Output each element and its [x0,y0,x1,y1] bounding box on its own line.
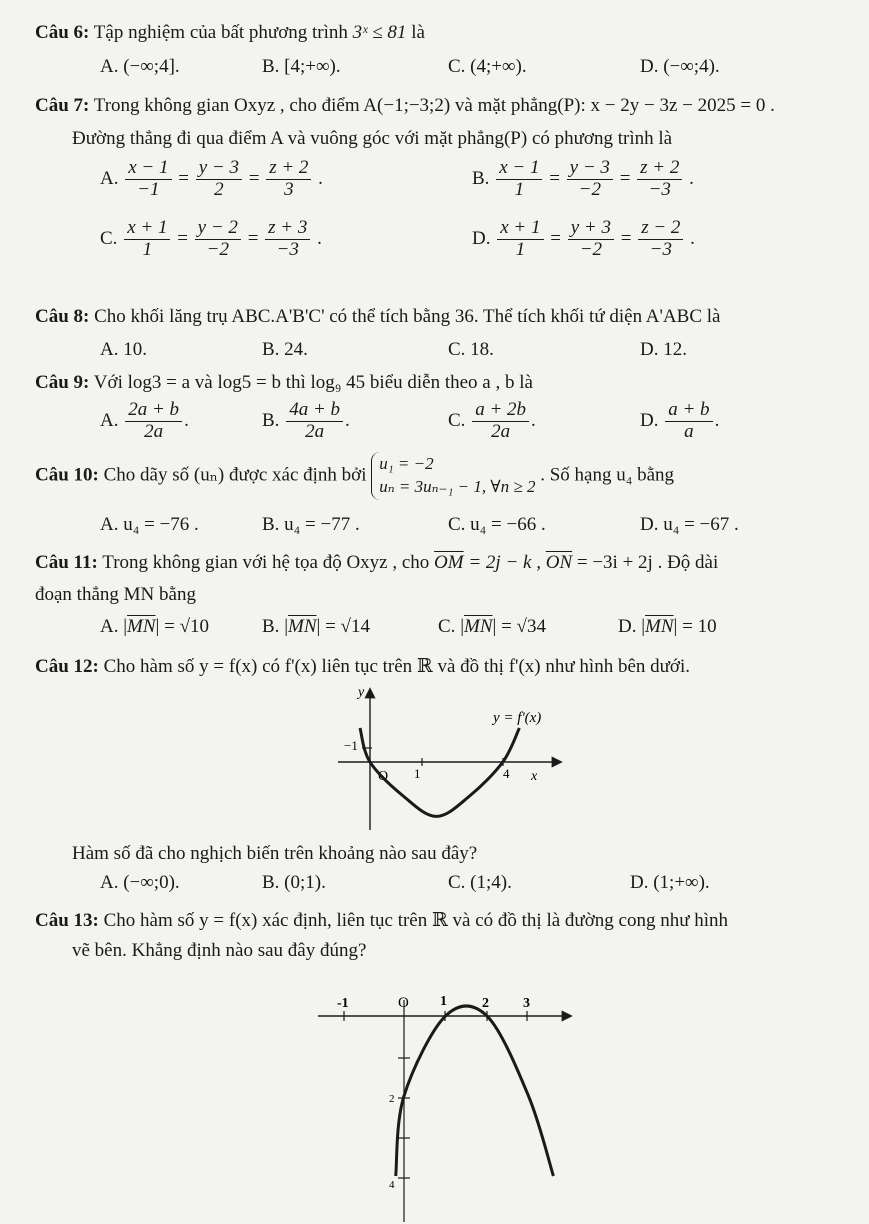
q12-tick-label-minus1: −1 [344,738,358,753]
q11-line1c: = −3i + 2j . Độ dài [576,552,719,573]
q12-option-b[interactable]: B. (0;1). [262,872,326,893]
q6-expr: 3ˣ ≤ 81 [352,22,407,43]
q12-curve-label: y = f'(x) [493,710,542,726]
q9-b-den: 2a [305,420,325,442]
q6-option-c[interactable]: C. (4;+∞). [448,56,527,77]
q6-option-a[interactable]: A. (−∞;4]. [100,56,180,77]
q7-c-n3: z + 3 [265,218,310,240]
q13-tick-label-2: 2 [482,996,489,1011]
q9-text: Với log3 = a và log5 = b thì log₉ 45 biểu diễn theo a , b là [93,372,533,393]
q9-c-num: a + 2b [472,400,529,422]
q10-label: Câu 10: [35,464,99,486]
q13-tick-label-3: 3 [523,996,530,1011]
q11-option-b[interactable]: B. $|\overline{MN}| = √14$ [262,616,370,637]
q10-option-b[interactable]: B. u₄ = −77 . [262,514,360,535]
q9-option-d[interactable]: D. $\frac{a + b}{a}$ . [640,399,720,442]
q9-c-den: 2a [491,420,511,442]
q7-c-d1: 1 [142,238,153,260]
q11-vec-om: $\overline{OM}$ [434,552,464,573]
q9-a-letter: A. [100,409,119,431]
q7-d-d1: 1 [515,238,526,260]
q11-c-vec: $\overline{MN}$ [464,616,493,637]
q9-d-num: a + b [665,400,712,422]
q10-option-a[interactable]: A. u₄ = −76 . [100,514,199,535]
q11-b-val: = √14 [325,616,370,637]
q9-d-letter: D. [640,409,659,431]
q7-option-c[interactable]: C. $\frac{x + 1}{1}$ = $\frac{y - 2}{-2}$ = $\frac{z + 3}{-3}$ . [100,217,322,260]
q7-d-d2: −2 [579,238,603,260]
q9-option-c[interactable]: C. $\frac{a + 2b}{2a}$ . [448,399,536,442]
q13-line1: Cho hàm số y = f(x) xác định, liên tục trên ℝ và có đồ thị là đường cong như hình [103,910,729,931]
q7-a-n2: y − 3 [196,158,242,180]
q7-d-n2: y + 3 [568,218,614,240]
q6-text: Tập nghiệm của bất phương trình [93,22,348,43]
q6-label: Câu 6: [35,22,90,43]
q11-c-letter: C. [438,616,456,637]
q8-option-d[interactable]: D. 12. [640,339,687,360]
q9-b-num: 4a + b [286,400,343,422]
q7-c-n1: x + 1 [124,218,170,240]
q12-tick-label-4: 4 [503,766,510,781]
q7-d-n1: x + 1 [497,218,543,240]
q7-label: Câu 7: [35,95,90,116]
q7-d-d3: −3 [649,238,672,260]
q7-c-n2: y − 2 [195,218,241,240]
q13-function-curve [396,1006,554,1176]
q7-option-a[interactable]: A. $\frac{x - 1}{-1}$ = $\frac{y - 3}{2}$ = $\frac{z + 2}{3}$ . [100,157,323,200]
q13-line2: vẽ bên. Khẳng định nào sau đây đúng? [72,940,367,961]
q11-b-letter: B. [262,616,280,637]
q10-case1: u₁ = −2 [379,454,434,473]
q7-a-n3: z + 2 [266,158,311,180]
q10-text: Cho dãy số (uₙ) được xác định bởi [103,464,367,486]
q7-b-d3: −3 [648,178,671,200]
q11-label: Câu 11: [35,552,98,573]
q9-a-den: 2a [144,420,164,442]
q13-tick-label-y2: 2 [389,1093,395,1105]
q8-text: Cho khối lăng trụ ABC.A'B'C' có thể tích bằng 36. Thể tích khối tứ diện A'ABC là [94,306,721,327]
q7-c-d3: −3 [276,238,299,260]
q12-option-d[interactable]: D. (1;+∞). [630,872,710,893]
q12-option-c[interactable]: C. (1;4). [448,872,512,893]
q13-label: Câu 13: [35,910,99,931]
q9-b-letter: B. [262,409,280,431]
q9-c-letter: C. [448,409,466,431]
q12-tick-label-o: O [378,769,389,784]
q9-d-den: a [684,420,694,442]
q7-line2: Đường thẳng đi qua điểm A và vuông góc với mặt phẳng(P) có phương trình là [72,128,673,149]
q13-tick-label-o: O [398,995,409,1011]
q10-option-c[interactable]: C. u₄ = −66 . [448,514,546,535]
q11-d-vec: $\overline{MN}$ [645,616,674,637]
q7-b-n2: y − 3 [567,158,613,180]
q7-d-letter: D. [472,227,491,249]
q13-tick-label-y4: 4 [389,1179,395,1191]
q11-a-vec: $\overline{MN}$ [127,616,156,637]
q13-tick-label-m1: -1 [337,996,349,1011]
q7-b-n3: z + 2 [637,158,682,180]
q12-option-a[interactable]: A. (−∞;0). [100,872,180,893]
q8-option-a[interactable]: A. 10. [100,339,147,360]
q11-d-val: = 10 [682,616,717,637]
q7-b-d2: −2 [578,178,601,200]
q11-vec-on: $\overline{ON}$ [545,552,573,573]
q8-option-c[interactable]: C. 18. [448,339,494,360]
q10-case2: uₙ = 3uₙ₋₁ − 1, ∀n ≥ 2 [379,476,536,496]
q10-option-d[interactable]: D. u₄ = −67 . [640,514,739,535]
q11-option-a[interactable]: A. $|\overline{MN}| = √10$ [100,616,210,637]
q7-a-d2: 2 [214,178,224,200]
q9-option-b[interactable]: B. $\frac{4a + b}{2a}$ . [262,399,350,442]
q12-y-label: y [358,685,365,700]
q7-a-n1: x − 1 [125,158,171,180]
q12-tick-label-1: 1 [414,766,421,781]
q6-option-d[interactable]: D. (−∞;4). [640,56,720,77]
q7-c-d2: −2 [206,238,229,260]
q6-tail: là [411,22,425,43]
q10-tail: . Số hạng u₄ bằng [540,464,675,486]
q11-option-d[interactable]: D. $|\overline{MN}| = 10$ [618,616,717,637]
q6-option-b[interactable]: B. [4;+∞). [262,56,341,77]
q11-c-val: = √34 [501,616,546,637]
q8-option-b[interactable]: B. 24. [262,339,308,360]
q9-a-num: 2a + b [125,400,182,422]
q7-a-d3: 3 [284,178,294,200]
q7-b-n1: x − 1 [496,158,542,180]
q7-d-n3: z − 2 [638,218,683,240]
q13-tick-label-1: 1 [440,994,447,1009]
q11-a-letter: A. [100,616,119,637]
q7-c-letter: C. [100,227,118,249]
q7-b-d1: 1 [514,178,525,200]
q12-label: Câu 12: [35,656,99,677]
q7-a-d1: −1 [137,178,160,200]
q9-label: Câu 9: [35,372,90,393]
q9-option-a[interactable]: A. $\frac{2a + b}{2a}$ . [100,399,189,442]
q7-b-letter: B. [472,167,490,189]
q12-x-label: x [531,769,538,784]
q12-text: Cho hàm số y = f(x) có f'(x) liên tục trên ℝ và đồ thị f'(x) như hình bên dưới. [103,656,690,677]
q7-line1: Trong không gian Oxyz , cho điểm A(−1;−3;2) và mặt phẳng(P): x − 2y − 3z − 2025 = 0 . [93,95,775,116]
q11-line1b: = 2j − k , [468,552,541,573]
q11-b-vec: $\overline{MN}$ [288,616,317,637]
q7-a-letter: A. [100,167,119,189]
q12-question: Hàm số đã cho nghịch biến trên khoảng nào sau đây? [72,843,478,864]
q7-option-b[interactable]: B. $\frac{x - 1}{1}$ = $\frac{y - 3}{-2}$ = $\frac{z + 2}{-3}$ . [472,157,694,200]
q11-line1a: Trong không gian với hệ tọa độ Oxyz , cho [102,552,430,573]
q11-d-letter: D. [618,616,637,637]
q11-a-val: = √10 [164,616,210,637]
q11-line2: đoạn thẳng MN bằng [35,584,196,605]
q7-option-d[interactable]: D. $\frac{x + 1}{1}$ = $\frac{y + 3}{-2}$ = $\frac{z - 2}{-3}$ . [472,217,695,260]
q8-label: Câu 8: [35,306,90,327]
q11-option-c[interactable]: C. $|\overline{MN}| = √34$ [438,616,546,637]
